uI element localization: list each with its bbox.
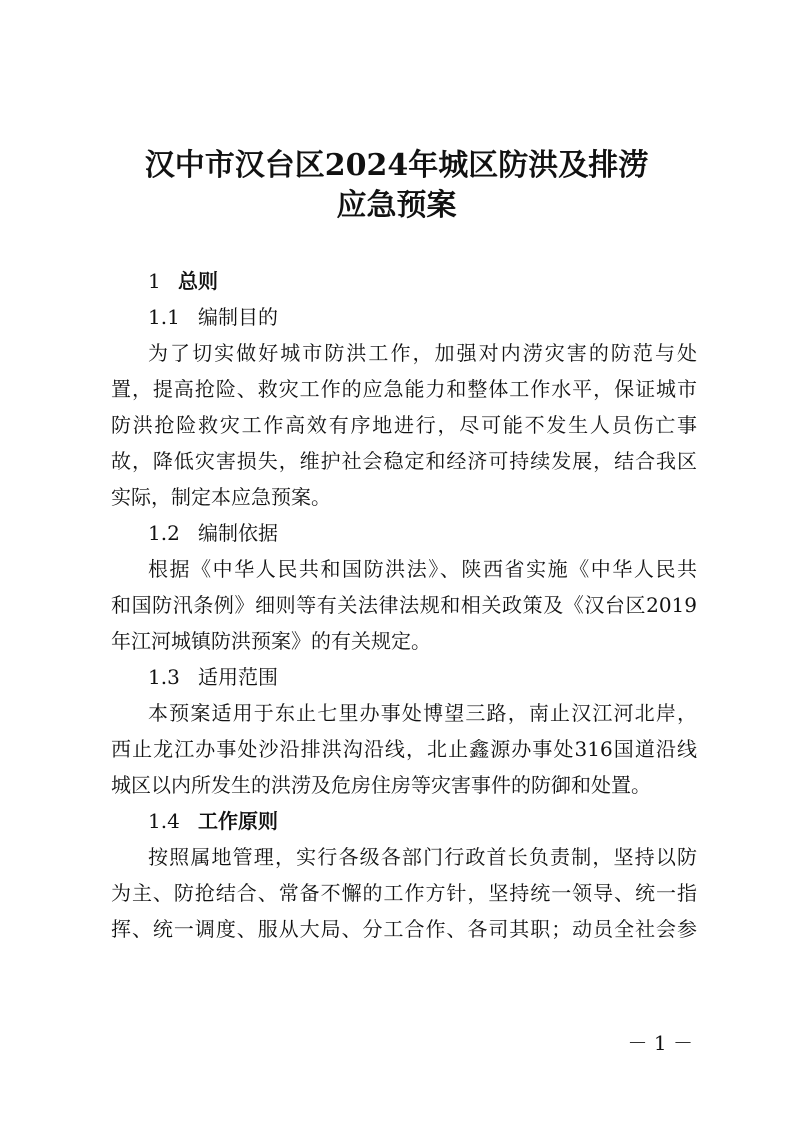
paragraph-line: 故，降低灾害损失，维护社会稳定和经济可持续发展，结合我区 [111,449,697,473]
paragraph-line: 根据《中华人民共和国防洪法》、陕西省实施《中华人民共 [148,557,697,581]
section-title: 工作原则 [198,809,278,833]
section-title: 适用范围 [198,665,278,689]
document-title-line-1: 汉中市汉台区2024年城区防洪及排涝 [144,148,649,183]
paragraph-line: 挥、统一调度、服从大局、分工合作、各司其职；动员全社会参 [111,917,697,941]
paragraph-line: 本预案适用于东止七里办事处博望三路，南止汉江河北岸， [148,701,697,725]
section-title: 编制目的 [198,305,278,329]
section-heading-1-4 [148,803,278,839]
section-heading-1-3 [148,659,278,695]
section-number: 1.3 [148,665,180,689]
paragraph-line: 置，提高抢险、救灾工作的应急能力和整体工作水平，保证城市 [111,377,697,401]
paragraph-line: 和国防汛条例》细则等有关法律法规和相关政策及《汉台区2019 [111,593,697,617]
paragraph-line: 年江河城镇防洪预案》的有关规定。 [111,629,431,653]
paragraph-line: 实际，制定本应急预案。 [111,485,331,509]
page-number: － 1 － [627,1031,693,1055]
section-heading-1 [148,263,218,299]
section-number: 1.4 [148,809,180,833]
paragraph-line: 为主、防抢结合、常备不懈的工作方针，坚持统一领导、统一指 [111,881,697,905]
section-title: 总则 [178,269,218,293]
section-heading-1-2 [148,515,278,551]
paragraph-line: 按照属地管理，实行各级各部门行政首长负责制，坚持以防 [148,845,697,869]
document-title-line-2: 应急预案 [336,188,457,223]
paragraph-line: 为了切实做好城市防洪工作，加强对内涝灾害的防范与处 [148,341,697,365]
paragraph-line: 防洪抢险救灾工作高效有序地进行，尽可能不发生人员伤亡事 [111,413,697,437]
section-heading-1-1 [148,299,278,335]
paragraph-line: 城区以内所发生的洪涝及危房住房等灾害事件的防御和处置。 [111,773,651,797]
paragraph-line: 西止龙江办事处沙沿排洪沟沿线，北止鑫源办事处316国道沿线 [111,737,697,761]
section-title: 编制依据 [198,521,278,545]
section-number: 1.2 [148,521,180,545]
section-number: 1.1 [148,305,180,329]
section-number: 1 [148,269,161,293]
